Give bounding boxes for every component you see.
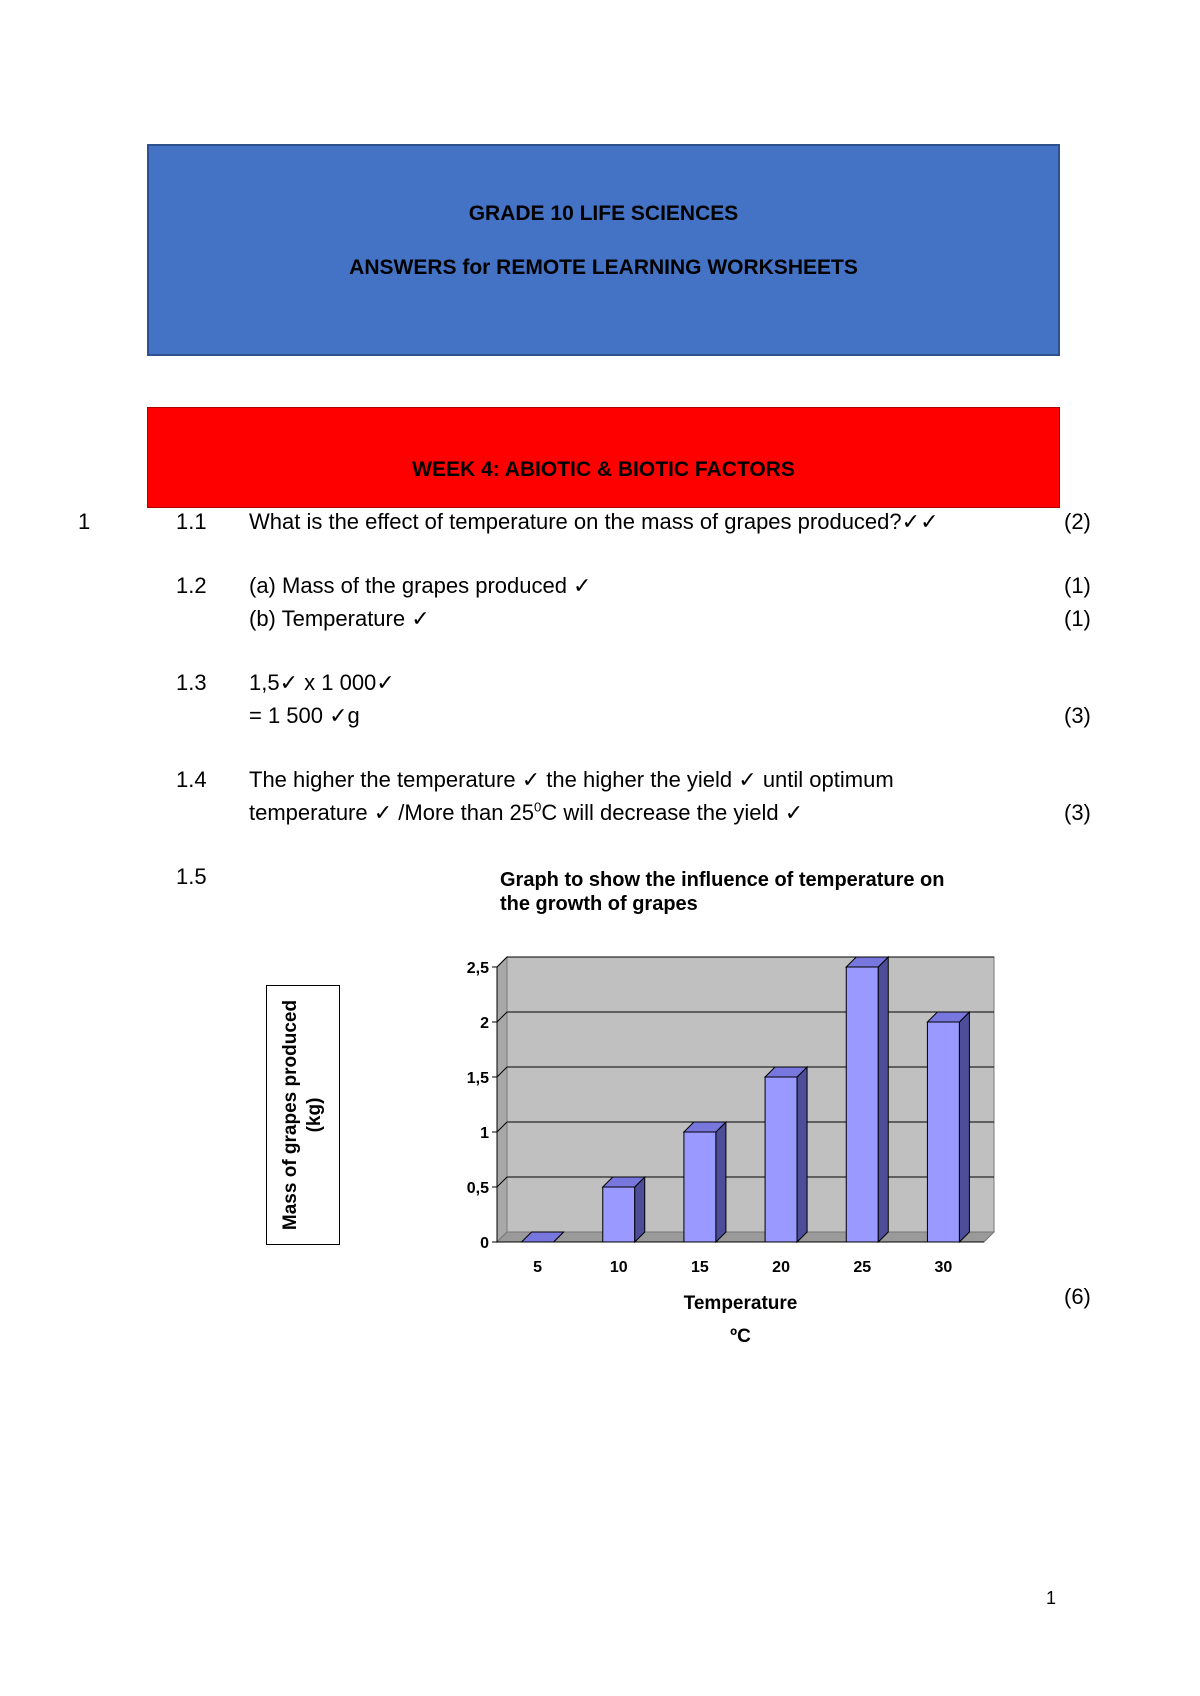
q1-2-number: 1.2 [176,573,207,598]
y-tick-label: 2 [480,1015,489,1032]
chart-title-line2: the growth of grapes [500,893,698,915]
q1-3-mark: (3) [1064,703,1091,728]
x-axis-unit: ºC [730,1326,751,1347]
x-tick-label: 10 [609,1259,628,1276]
q1-1-answer: What is the effect of temperature on the mass of grapes produced?✓✓ [249,509,939,534]
week-banner [147,407,1060,508]
bar-side [959,1012,969,1242]
q1-3-number: 1.3 [176,670,207,695]
chart-title [500,868,944,916]
q1-3-line2: = 1 500 ✓g [249,703,360,728]
y-tick-label: 1,5 [466,1070,489,1087]
bar-side [716,1122,726,1242]
q1-2b-answer: (b) Temperature ✓ [249,606,430,631]
y-axis-label-line2: (kg) [304,1097,325,1133]
x-axis-label: Temperature [683,1293,798,1314]
bar-side [878,957,888,1242]
title-banner [147,144,1060,356]
q1-5-number: 1.5 [176,864,207,889]
x-tick-label: 30 [934,1259,953,1276]
x-tick-label: 25 [853,1259,872,1276]
y-axis-label-box [266,985,340,1245]
plot-area [507,957,994,1232]
q1-5-mark: (6) [1064,1284,1091,1309]
question-number: 1 [78,509,91,534]
q1-2a-answer: (a) Mass of the grapes produced ✓ [249,573,592,598]
degree-superscript: 0 [534,799,542,815]
q1-1-mark: (2) [1064,509,1091,534]
q1-4-line1: The higher the temperature ✓ the higher the yield ✓ until optimum [249,767,894,792]
y-axis-label-line1: Mass of grapes produced [280,999,301,1231]
y-tick-label: 2,5 [466,960,489,977]
x-tick-label: 5 [533,1259,543,1276]
y-tick-label: 1 [480,1125,489,1142]
plot-floor [497,1232,994,1242]
q1-4-number: 1.4 [176,767,207,792]
q1-4-mark: (3) [1064,800,1091,825]
chart-title-line1: Graph to show the influence of temperature on [500,869,945,891]
q1-4-line2 [249,799,803,827]
document-title: GRADE 10 LIFE SCIENCES [468,202,739,225]
document-subtitle: ANSWERS for REMOTE LEARNING WORKSHEETS [349,256,858,279]
y-tick-label: 0,5 [466,1180,489,1197]
week-title: WEEK 4: ABIOTIC & BIOTIC FACTORS [412,458,795,481]
x-tick-label: 20 [772,1259,790,1276]
bar-chart [455,950,1015,1360]
q1-2b-mark: (1) [1064,606,1091,631]
q1-2a-mark: (1) [1064,573,1091,598]
y-axis-label [279,1000,327,1230]
bar-side [797,1067,807,1242]
q1-3-line1: 1,5✓ x 1 000✓ [249,670,395,695]
bar [684,1132,716,1242]
plot-side-wall [497,957,507,1242]
page-number: 1 [1046,1588,1057,1608]
bar [846,967,878,1242]
bar [603,1187,635,1242]
bar-side [635,1177,645,1242]
bar [765,1077,797,1242]
q1-4-line2-text-end: C will decrease the yield ✓ [541,800,804,825]
q1-1-number: 1.1 [176,509,207,534]
x-tick-label: 15 [691,1259,709,1276]
bar [927,1022,959,1242]
q1-4-line2-text: temperature ✓ /More than 25 [249,800,535,825]
y-tick-label: 0 [480,1235,489,1252]
